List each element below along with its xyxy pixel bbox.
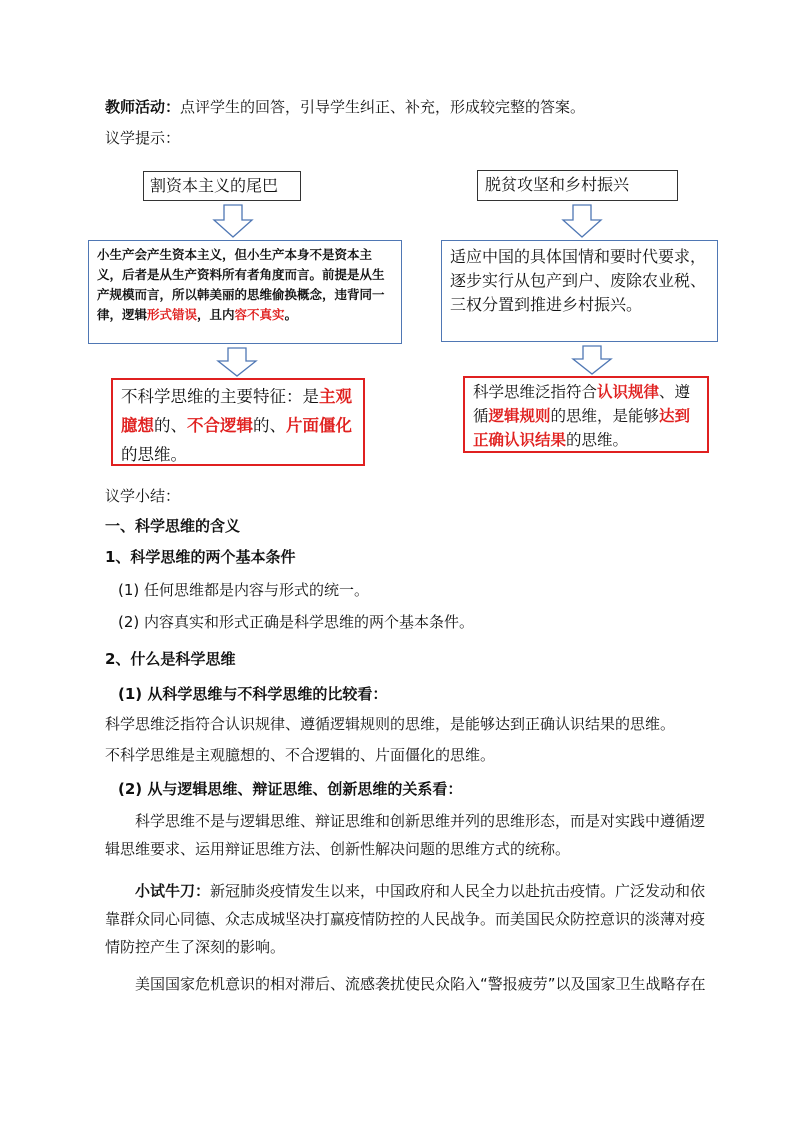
right-title: 脱贫攻坚和乡村振兴 [485,175,630,194]
right-bottom-t2: 、遵循 [473,383,691,425]
left-bottom-r1: 主观臆想 [121,387,352,435]
right-bottom-t3: 的思维，是能够 [550,407,660,425]
left-middle-red-a: 形式错误 [147,307,198,322]
body-text: 科学思维泛指符合认识规律、遵循逻辑规则的思维，是能够达到正确认识结果的思维。 [105,715,676,733]
down-arrow-icon [561,204,603,238]
right-bottom-r3: 达到正确认识结果 [473,407,691,449]
left-bottom-t3: 的、 [253,416,286,435]
practice-text: 新冠肺炎疫情发生以来，中国政府和人民全力以赴抗击疫情。广泛发动和依靠群众同心同德、众志成城坚决打赢疫情防控的人民战争。而美国民众防控意识的淡薄对疫情防控产生了深刻的影响。 [105,882,706,956]
right-title-box [477,170,678,201]
point-heading: (2) 从与逻辑思维、辩证思维、创新思维的关系看： [118,780,463,798]
body-paragraph: 美国国家危机意识的相对滞后、流感袭扰使民众陷入“警报疲劳”以及国家卫生战略存在 [135,975,706,993]
right-bottom-box [463,376,709,453]
list-item: (1) 任何思维都是内容与形式的统一。 [118,581,370,599]
right-bottom-t4: 的思维。 [566,431,629,449]
left-bottom-t4: 的思维。 [121,445,187,464]
left-bottom-r2: 不合逻辑 [187,416,253,435]
left-title-box [143,171,301,201]
right-bottom-t1: 科学思维泛指符合 [473,383,598,401]
practice-paragraph [105,877,717,961]
left-bottom-t2: 的、 [154,416,187,435]
down-arrow-icon [216,347,258,377]
discussion-hint: 议学提示： [105,129,181,147]
teacher-activity-text: 点评学生的回答，引导学生纠正、补充，形成较完整的答案。 [180,98,586,116]
teacher-activity-line [105,97,585,117]
down-arrow-icon [212,204,254,238]
right-bottom-r2: 逻辑规则 [488,407,551,425]
section-heading: 一、科学思维的含义 [105,517,241,535]
left-bottom-t1: 不科学思维的主要特征：是 [121,387,319,406]
point-heading: (1) 从科学思维与不科学思维的比较看： [118,685,388,703]
teacher-activity-label: 教师活动： [105,98,181,116]
left-middle-text-c: 。 [284,307,298,322]
right-middle-text: 适应中国的具体国情和要时代要求，逐步实行从包产到户、废除农业税、三权分置到推进乡村振兴。 [450,247,707,314]
practice-label: 小试牛刀： [135,882,211,900]
left-bottom-r3: 片面僵化 [286,416,352,435]
left-middle-text-b: ，且内 [197,307,235,322]
left-title: 割资本主义的尾巴 [150,176,279,195]
left-bottom-box [111,378,365,466]
body-paragraph: 科学思维不是与逻辑思维、辩证思维和创新思维并列的思维形态，而是对实践中遵循逻辑思维要求、运用辩证思维方法、创新性解决问题的思维方式的统称。 [105,812,706,858]
body-text: 不科学思维是主观臆想的、不合逻辑的、片面僵化的思维。 [105,746,496,764]
list-item: (2) 内容真实和形式正确是科学思维的两个基本条件。 [118,613,475,631]
right-bottom-r1: 认识规律 [597,383,660,401]
left-middle-red-b: 容不真实 [234,307,285,322]
left-middle-text-a: 小生产会产生资本主义，但小生产本身不是资本主义，后者是从生产资料所有者角度而言。前提是从生产规模而言，所以韩美丽的思维偷换概念，违背同一律，逻辑 [97,247,385,322]
right-middle-box [441,240,718,342]
down-arrow-icon [571,345,613,375]
subsection-heading: 2、什么是科学思维 [105,650,236,668]
summary-heading: 议学小结： [105,487,181,505]
left-middle-box [88,240,402,344]
subsection-heading: 1、科学思维的两个基本条件 [105,548,296,566]
